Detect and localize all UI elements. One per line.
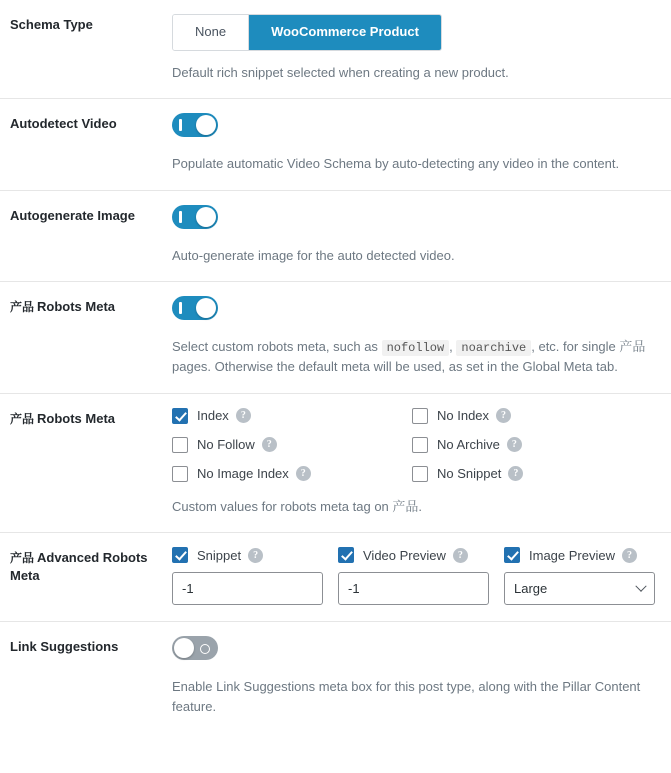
robots-meta-toggle-label: Robots Meta bbox=[37, 299, 116, 315]
robots-meta-toggle-description bbox=[172, 337, 647, 377]
checkbox-item-no-snippet[interactable] bbox=[412, 466, 652, 482]
checkbox-no-index[interactable] bbox=[412, 408, 428, 424]
video-preview-input[interactable] bbox=[338, 572, 489, 605]
checkbox-item-no-index[interactable] bbox=[412, 408, 652, 424]
robots-meta-checks-field bbox=[172, 408, 661, 517]
robots-desc-comma: , bbox=[449, 339, 453, 355]
checkbox-label-no-follow: No Follow bbox=[197, 437, 255, 453]
help-icon-no-snippet[interactable]: ? bbox=[508, 466, 523, 481]
setting-row-link-suggestions bbox=[0, 622, 671, 732]
checkbox-no-follow[interactable] bbox=[172, 437, 188, 453]
robots-meta-checks-description: Custom values for robots meta tag on 产品. bbox=[172, 498, 422, 514]
help-icon-no-archive[interactable]: ? bbox=[507, 437, 522, 452]
robots-meta-checks-label: Robots Meta bbox=[37, 410, 116, 426]
toggle-knob bbox=[196, 298, 216, 318]
autogenerate-image-description: Auto-generate image for the auto detected video. bbox=[172, 247, 455, 263]
help-icon-no-index[interactable]: ? bbox=[496, 408, 511, 423]
help-icon-no-follow[interactable]: ? bbox=[262, 437, 277, 452]
setting-row-advanced-robots-meta bbox=[0, 533, 671, 622]
advanced-robots-field bbox=[172, 547, 661, 605]
product-icon: 产品 bbox=[10, 411, 35, 426]
checkbox-item-index[interactable] bbox=[172, 408, 412, 424]
link-suggestions-field bbox=[172, 636, 661, 716]
help-icon-video-preview[interactable]: ? bbox=[453, 548, 468, 563]
checkbox-item-no-image-index[interactable] bbox=[172, 466, 412, 482]
help-icon-snippet[interactable]: ? bbox=[248, 548, 263, 563]
schema-type-field bbox=[172, 14, 661, 82]
robots-meta-toggle[interactable] bbox=[172, 296, 218, 320]
checkbox-label-image-preview: Image Preview bbox=[529, 547, 615, 563]
robots-tag-noarchive: noarchive bbox=[456, 340, 531, 356]
robots-desc-part2: , etc. for single 产品 pages. Otherwise the default meta will be used, as set in the Global Meta tab. bbox=[172, 339, 646, 375]
schema-type-option-woocommerce-product[interactable]: WooCommerce Product bbox=[248, 15, 441, 50]
checkbox-item-no-follow[interactable] bbox=[172, 437, 412, 453]
advanced-robots-label: Advanced Robots Meta bbox=[10, 550, 148, 583]
robots-tag-nofollow: nofollow bbox=[382, 340, 450, 356]
link-suggestions-toggle[interactable] bbox=[172, 636, 218, 660]
help-icon-index[interactable]: ? bbox=[236, 408, 251, 423]
autodetect-video-description: Populate automatic Video Schema by auto-detecting any video in the content. bbox=[172, 156, 620, 172]
advanced-robots-label-col bbox=[10, 547, 172, 584]
product-icon: 产品 bbox=[10, 300, 35, 315]
checkbox-index[interactable] bbox=[172, 408, 188, 424]
checkbox-item-image-preview[interactable] bbox=[504, 547, 655, 563]
checkbox-image-preview[interactable] bbox=[504, 547, 520, 563]
checkbox-label-index: Index bbox=[197, 408, 229, 424]
toggle-knob bbox=[196, 115, 216, 135]
autodetect-video-label: Autodetect Video bbox=[10, 116, 117, 132]
checkbox-item-snippet[interactable] bbox=[172, 547, 323, 563]
schema-type-description: Default rich snippet selected when creating a new product. bbox=[172, 64, 509, 80]
autogenerate-image-field bbox=[172, 205, 661, 266]
robots-meta-toggle-field bbox=[172, 296, 661, 377]
setting-row-robots-meta-checks bbox=[0, 394, 671, 534]
robots-meta-checks-label-col bbox=[10, 408, 172, 428]
autodetect-video-toggle[interactable] bbox=[172, 113, 218, 137]
checkbox-no-archive[interactable] bbox=[412, 437, 428, 453]
image-preview-select[interactable] bbox=[504, 572, 655, 605]
checkbox-label-no-image-index: No Image Index bbox=[197, 466, 289, 482]
checkbox-label-video-preview: Video Preview bbox=[363, 547, 446, 563]
advanced-robots-col-snippet bbox=[172, 547, 323, 605]
checkbox-no-image-index[interactable] bbox=[172, 466, 188, 482]
setting-row-autogenerate-image bbox=[0, 191, 671, 283]
setting-row-autodetect-video bbox=[0, 99, 671, 191]
image-preview-selected-value: Large bbox=[514, 581, 548, 597]
toggle-knob bbox=[196, 207, 216, 227]
checkbox-item-video-preview[interactable] bbox=[338, 547, 489, 563]
help-icon-image-preview[interactable]: ? bbox=[622, 548, 637, 563]
snippet-input[interactable] bbox=[172, 572, 323, 605]
robots-desc-part1: Select custom robots meta, such as bbox=[172, 339, 378, 355]
checkbox-label-no-archive: No Archive bbox=[437, 437, 500, 453]
advanced-robots-col-image-preview bbox=[504, 547, 655, 605]
checkbox-video-preview[interactable] bbox=[338, 547, 354, 563]
robots-meta-checkbox-grid bbox=[172, 408, 652, 495]
link-suggestions-label: Link Suggestions bbox=[10, 639, 119, 655]
toggle-knob bbox=[174, 638, 194, 658]
autodetect-video-field bbox=[172, 113, 661, 174]
schema-type-label: Schema Type bbox=[10, 17, 93, 32]
checkbox-snippet[interactable] bbox=[172, 547, 188, 563]
autogenerate-image-toggle[interactable] bbox=[172, 205, 218, 229]
schema-type-button-group[interactable] bbox=[172, 14, 442, 51]
setting-row-schema-type bbox=[0, 0, 671, 99]
robots-meta-toggle-label-col bbox=[10, 296, 172, 316]
link-suggestions-description: Enable Link Suggestions meta box for this post type, along with the Pillar Content feature. bbox=[172, 679, 641, 714]
help-icon-no-image-index[interactable]: ? bbox=[296, 466, 311, 481]
chevron-down-icon bbox=[635, 580, 646, 591]
product-icon: 产品 bbox=[10, 551, 35, 566]
setting-row-robots-meta-toggle bbox=[0, 282, 671, 394]
checkbox-label-snippet: Snippet bbox=[197, 547, 242, 563]
autogenerate-image-label: Autogenerate Image bbox=[10, 207, 135, 223]
checkbox-no-snippet[interactable] bbox=[412, 466, 428, 482]
checkbox-label-no-index: No Index bbox=[437, 408, 490, 424]
checkbox-item-no-archive[interactable] bbox=[412, 437, 652, 453]
advanced-robots-columns bbox=[172, 547, 655, 605]
advanced-robots-col-video-preview bbox=[338, 547, 489, 605]
checkbox-label-no-snippet: No Snippet bbox=[437, 466, 502, 482]
schema-type-option-none[interactable]: None bbox=[173, 15, 248, 50]
